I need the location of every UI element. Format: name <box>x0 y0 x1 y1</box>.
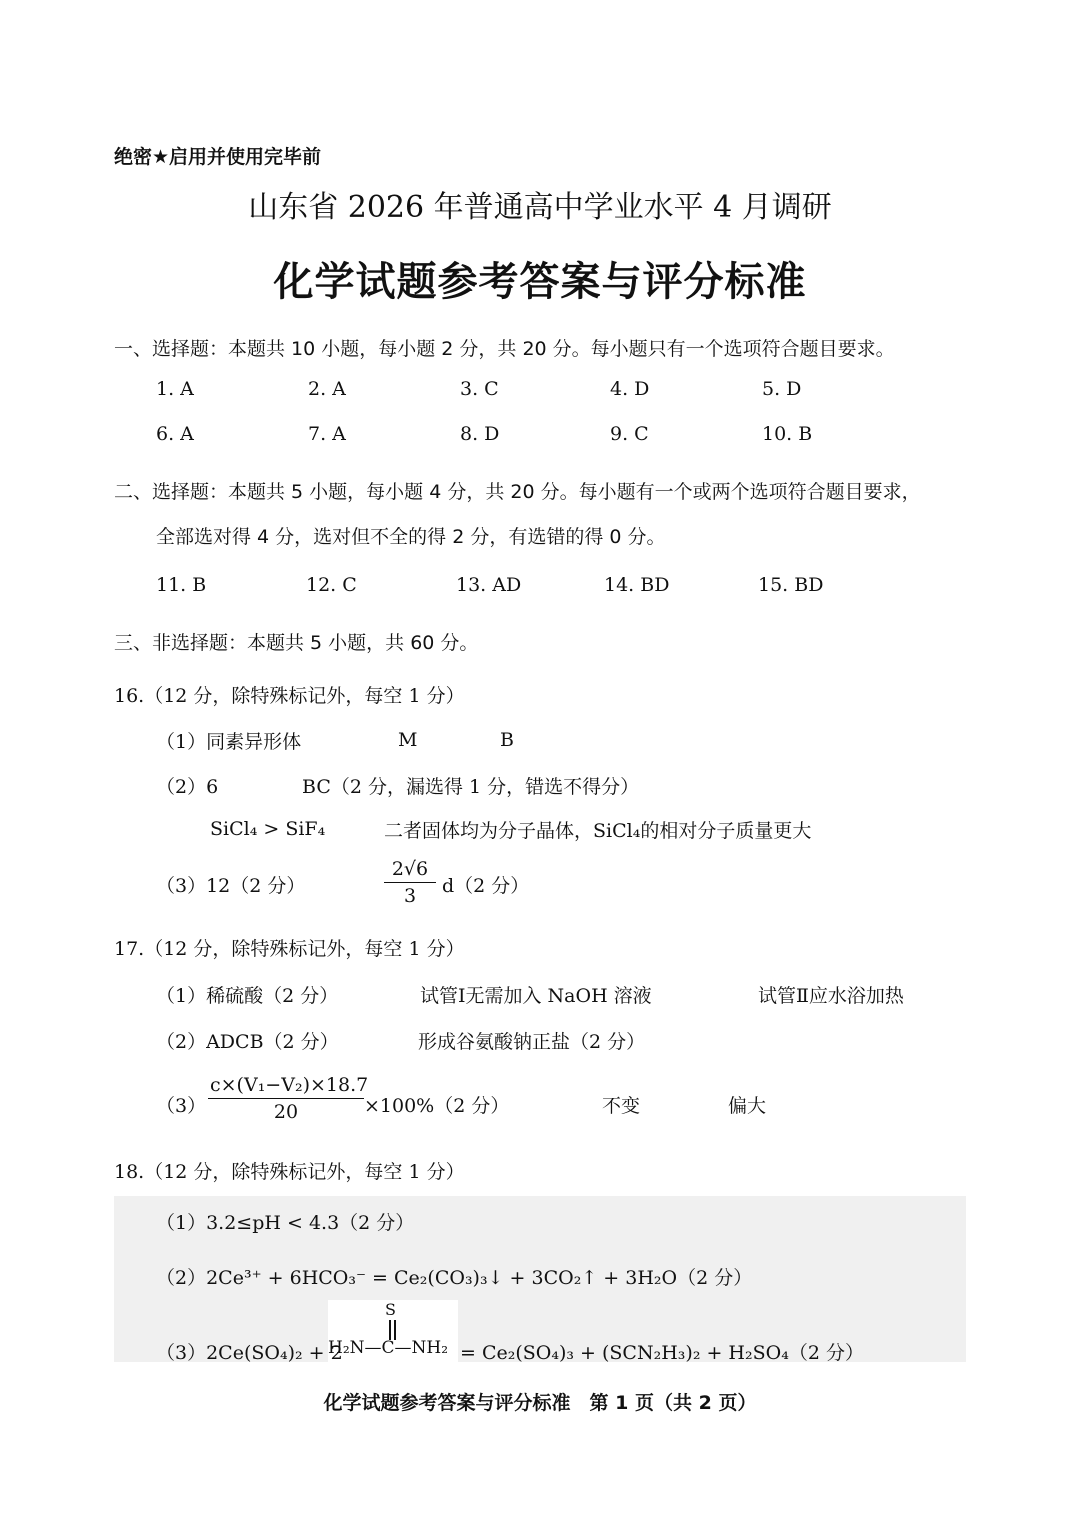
answer-1: 1. A <box>156 378 194 400</box>
answer-7: 7. A <box>308 423 346 445</box>
q17-p2-b: 形成谷氨酸钠正盐（2 分） <box>418 1031 646 1053</box>
q16-p1-label: （1）同素异形体 <box>156 731 302 753</box>
answer-14: 14. BD <box>604 574 670 596</box>
q17-p3-fraction-denominator: 20 <box>273 1101 299 1123</box>
q16-p3-fraction <box>384 858 436 907</box>
section3-heading: 三、非选择题：本题共 5 小题，共 60 分。 <box>114 632 479 654</box>
answer-4: 4. D <box>610 378 650 400</box>
answer-15: 15. BD <box>758 574 824 596</box>
q16-p2-reason: 二者固体均为分子晶体，SiCl₄的相对分子质量更大 <box>384 820 812 842</box>
q16-p3-tail: d（2 分） <box>442 875 530 897</box>
q16-header: 16.（12 分，除特殊标记外，每空 1 分） <box>114 685 465 707</box>
q17-header: 17.（12 分，除特殊标记外，每空 1 分） <box>114 938 465 960</box>
page-footer: 化学试题参考答案与评分标准 第 1 页（共 2 页） <box>323 1392 757 1414</box>
answer-12: 12. C <box>306 574 357 596</box>
q17-p3-tail: ×100%（2 分） <box>364 1095 510 1117</box>
section1-heading: 一、选择题：本题共 10 小题，每小题 2 分，共 20 分。每小题只有一个选项符合题目要求。 <box>114 338 895 360</box>
answer-3: 3. C <box>460 378 499 400</box>
q18-p3-a: （3）2Ce(SO₄)₂ + 2 <box>156 1342 343 1364</box>
confidential-label: 绝密★启用并使用完毕前 <box>114 146 322 168</box>
answer-2: 2. A <box>308 378 346 400</box>
double-bond-line-b <box>394 1320 396 1340</box>
document-title: 化学试题参考答案与评分标准 <box>273 259 807 305</box>
q16-p1-m: M <box>398 729 418 751</box>
q16-p1-b: B <box>500 729 514 751</box>
answer-10: 10. B <box>762 423 813 445</box>
thiourea-structure <box>328 1300 458 1364</box>
q16-p3-fraction-denominator: 3 <box>403 885 417 907</box>
section2-heading-cont: 全部选对得 4 分，选对但不全的得 2 分，有选错的得 0 分。 <box>156 526 666 548</box>
q17-p3-fraction <box>208 1074 369 1123</box>
thiourea-chain: H₂N—C—NH₂ <box>328 1338 449 1358</box>
exam-title: 山东省 2026 年普通高中学业水平 4 月调研 <box>248 190 832 225</box>
q18-p3-b: = Ce₂(SO₄)₃ + (SCN₂H₃)₂ + H₂SO₄（2 分） <box>460 1342 864 1364</box>
q16-p3-label: （3）12（2 分） <box>156 875 306 897</box>
q17-p2-a: （2）ADCB（2 分） <box>156 1031 339 1053</box>
q16-p2-label: （2）6 <box>156 776 219 798</box>
q18-header: 18.（12 分，除特殊标记外，每空 1 分） <box>114 1161 465 1183</box>
q17-p1-b: 试管Ⅰ无需加入 NaOH 溶液 <box>420 985 652 1007</box>
q17-p1-c: 试管Ⅱ应水浴加热 <box>758 985 904 1007</box>
section2-heading: 二、选择题：本题共 5 小题，每小题 4 分，共 20 分。每小题有一个或两个选项符合题目要求， <box>114 481 921 503</box>
q17-p3-fraction-numerator: c×(V₁−V₂)×18.7 <box>208 1074 364 1099</box>
q16-p3-fraction-numerator: 2√6 <box>384 858 436 883</box>
q17-p3-b: 不变 <box>602 1095 641 1117</box>
answer-8: 8. D <box>460 423 500 445</box>
answer-5: 5. D <box>762 378 802 400</box>
answer-6: 6. A <box>156 423 194 445</box>
double-bond-line-a <box>389 1320 391 1340</box>
q17-p3-c: 偏大 <box>728 1095 767 1117</box>
q18-p2: （2）2Ce³⁺ + 6HCO₃⁻ = Ce₂(CO₃)₃↓ + 3CO₂↑ + 3H₂O（2 分） <box>156 1267 753 1289</box>
q18-p1: （1）3.2≤pH < 4.3（2 分） <box>156 1212 415 1234</box>
answer-9: 9. C <box>610 423 649 445</box>
q17-p1-a: （1）稀硫酸（2 分） <box>156 985 339 1007</box>
q16-p2-compare: SiCl₄ > SiF₄ <box>210 818 326 840</box>
answer-13: 13. AD <box>456 574 522 596</box>
answer-11: 11. B <box>156 574 207 596</box>
thiourea-sulfur: S <box>385 1300 396 1319</box>
q17-p3-label: （3） <box>156 1095 207 1117</box>
q16-p2-bc: BC（2 分，漏选得 1 分，错选不得分） <box>302 776 640 798</box>
